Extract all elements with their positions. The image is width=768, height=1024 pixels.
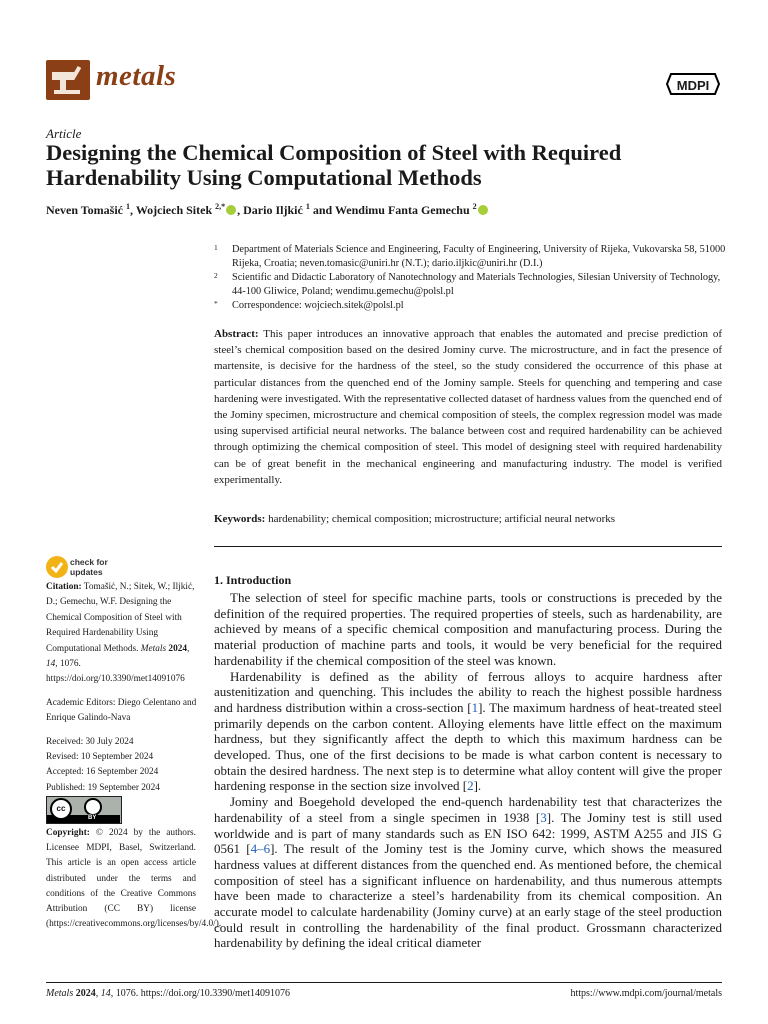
- citation-text: Tomašić, N.; Sitek, W.; Iljkić, D.; Gemechu, W.F. Designing the Chemical Composition of Steel with Required Hardenability Using Computational Methods.: [46, 582, 195, 654]
- footer-volume: 14: [100, 988, 111, 999]
- author-affiliation-mark: 2,*: [215, 202, 226, 211]
- citation-link[interactable]: 2: [467, 778, 474, 794]
- body-paragraph: [214, 669, 722, 795]
- article-type: Article: [46, 126, 82, 141]
- author-affiliation-mark: 1: [305, 202, 310, 211]
- keywords-label: Keywords:: [214, 513, 266, 525]
- date-published: Published: 19 September 2024: [46, 782, 160, 793]
- author-name: Neven Tomašić: [46, 203, 127, 217]
- affiliation-item: [214, 243, 734, 271]
- section-heading: 1. Introduction: [214, 573, 292, 587]
- footer-journal-url[interactable]: https://www.mdpi.com/journal/metals: [570, 988, 722, 999]
- date-received: Received: 30 July 2024: [46, 736, 134, 747]
- citation-year: 2024: [168, 643, 188, 654]
- introduction-body: [214, 590, 722, 951]
- author-affiliation-mark: 2: [472, 202, 477, 211]
- affiliation-item: [214, 299, 734, 313]
- citation-label: Citation:: [46, 582, 82, 592]
- orcid-icon[interactable]: [478, 205, 488, 215]
- paragraph-text: Hardenability is defined as the ability of ferrous alloys to acquire hardness after austenitization and quenching. This includes the ability to reach the highest possible hardness and hardness distribution within a cross-section [: [214, 668, 722, 715]
- journal-logo: [46, 60, 90, 100]
- affiliation-text: Department of Materials Science and Engineering, Faculty of Engineering, University of Rijeka, Vukovarska 58, 51000 Rijeka, Croatia; neven.tomasic@uniri.hr (N.T.); dario.iljkic@uniri.hr (D.I.): [232, 244, 726, 269]
- article-info-sidebar: [46, 580, 198, 796]
- affiliation-mark: 2: [214, 271, 218, 280]
- affiliation-mark: 1: [214, 243, 218, 252]
- keywords-text: hardenability; chemical composition; microstructure; artificial neural networks: [268, 513, 616, 525]
- author-list: Neven Tomašić $^1$, Wojciech Sitek $^{2,*}$ , Dario Iljkić $^1$ and Wendimu Fanta Gemechu $^2$: [46, 202, 746, 218]
- author-affiliation-mark: 1: [126, 202, 131, 211]
- citation-doi[interactable]: , 1076. https://doi.org/10.3390/met14091076: [46, 659, 185, 685]
- publisher-name: MDPI: [676, 78, 710, 93]
- affiliation-text: Scientific and Didactic Laboratory of Nanotechnology and Materials Technologies, Silesian University of Technology, 44-100 Gliwice, Poland; wendimu.gemechu@polsl.pl: [232, 272, 721, 297]
- footer-divider: [46, 982, 722, 983]
- divider: [214, 546, 722, 547]
- author-name: Dario Iljkić: [243, 203, 306, 217]
- orcid-icon[interactable]: [226, 205, 236, 215]
- paragraph-text: The selection of steel for specific machine parts, tools or constructions is preceded by the definition of the required properties. The required properties of steels, such as hardenability, are achieved by means of a specific chemical composition and manufacturing process. During the material production of machine parts and tools, it would be very beneficial for the required hardenability if the chemical composition of the steel was known.: [214, 590, 722, 668]
- abstract-text: This paper introduces an innovative approach that enables the automated and precise prediction of steel’s chemical composition based on the desired Jominy curve. The microstructure, and in fact the presence of martensite, is decisive for the hardness of the steel, so the study considered the occurrence of this phase at particular distances from the quenched end of the Jominy sample. Steels for quenching and tempering and case hardening were investigated. With the representative collected dataset of hardness values from the quenched end of the Jominy specimen, microstructure and chemical composition of steels, the complex regression model was made using supervised artificial neural networks. The balance between cost and required hardenability can be achieved through optimizing the chemical composition of steel. This model of designing steel with required hardenability can be of great benefit in the mechanical engineering and manufacturing industry. The model is verified experimentally.: [214, 328, 723, 486]
- date-revised: Revised: 10 September 2024: [46, 752, 154, 763]
- by-label: BY: [88, 815, 97, 821]
- citation-volume: 14: [46, 659, 56, 670]
- date-accepted: Accepted: 16 September 2024: [46, 767, 159, 778]
- footer-journal: Metals: [46, 988, 74, 999]
- attribution-icon: [84, 798, 102, 816]
- academic-editors: Academic Editors: Diego Celentano and Enrique Galindo-Nava: [46, 697, 197, 724]
- paragraph-text: ]. The Jominy test is still used worldwide and is part of many standards such as EN ISO 642: 1999, ASTM A255 and JIS G 0561 [: [214, 809, 722, 857]
- abstract-label: Abstract:: [214, 328, 259, 340]
- journal-name: metals: [96, 60, 177, 92]
- copyright-text: © 2024 by the authors. Licensee MDPI, Basel, Switzerland. This article is an open access article distributed under the terms and conditions of the Creative Commons Attribution (CC BY) license (https://creativecommons.org/licenses/by/4.0/).: [46, 828, 222, 930]
- affiliation-text: Correspondence: wojciech.sitek@polsl.pl: [232, 300, 404, 311]
- citation-journal: Metals: [140, 643, 167, 654]
- body-paragraph: [214, 794, 722, 951]
- footer-citation: Metals 2024, 14, 1076. https://doi.org/10.3390/met14091076: [46, 988, 290, 999]
- paper-title: Designing the Chemical Composition of Steel with Required Hardenability Using Computational Methods: [46, 140, 622, 190]
- paragraph-text: Jominy and Boegehold developed the end-quench hardenability test that characterizes the hardenability of a steel from a single specimen in 1938 [: [214, 794, 722, 825]
- copyright-notice: [46, 826, 222, 932]
- updates-label: updates: [70, 567, 103, 577]
- check-for-updates-icon[interactable]: [46, 556, 68, 578]
- keywords: [214, 513, 722, 525]
- citation-link[interactable]: 1: [471, 699, 479, 715]
- abstract: [214, 326, 722, 488]
- copyright-label: Copyright:: [46, 828, 90, 838]
- footer-doi[interactable]: , 1076. https://doi.org/10.3390/met14091076: [110, 988, 290, 999]
- citation: Citation: Tomašić, N.; Sitek, W.; Iljkić, D.; Gemechu, W.F. Designing the Chemical Composition of Steel with Required Hardenability Using Computational Methods. Metals 2024, 14, 1076. https://doi.org/10.3390/met14091076: [46, 582, 195, 685]
- check-for-label: check for: [70, 557, 108, 567]
- paragraph-text: ].: [473, 778, 482, 794]
- affiliation-mark: *: [214, 299, 218, 308]
- paragraph-text: ]. The result of the Jominy test is the Jominy curve, which shows the measured hardness values at different distances from the quenched end. As mentioned before, the chemical composition of steel has a significant influence on hardenability, and thus numerous attempts have been made to characterize a steel’s hardenability from its chemical composition. An accurate model to calculate hardenability (Jominy curve) at an early stage of the steel production could result in controlling the hardenability of the final product. Grossmann characterized hardenability by defining the ideal critical diameter: [214, 841, 722, 951]
- affiliations: [214, 243, 734, 313]
- citation-link[interactable]: 4–6: [250, 841, 271, 857]
- check-for-updates-button[interactable]: [70, 557, 108, 577]
- paragraph-text: ]. The maximum hardness of heat-treated steel primarily depends on the carbon content. Alloying elements have little effect on the maximum hardness, but they significantly affect the depth to which this maximum hardness can be developed. Thus, one of the first decisions to be made is what carbon content is necessary to obtain the desired hardness. The next step is to determine what alloy content will give the proper hardening response in the section size involved [: [214, 699, 722, 794]
- author-name: Wendimu Fanta Gemechu: [334, 203, 473, 217]
- author-name: Wojciech Sitek: [135, 203, 216, 217]
- footer-year: 2024: [75, 988, 96, 999]
- affiliation-item: [214, 271, 734, 299]
- body-paragraph: [214, 590, 722, 669]
- cc-icon: cc: [50, 798, 72, 820]
- citation-link[interactable]: 3: [540, 809, 547, 825]
